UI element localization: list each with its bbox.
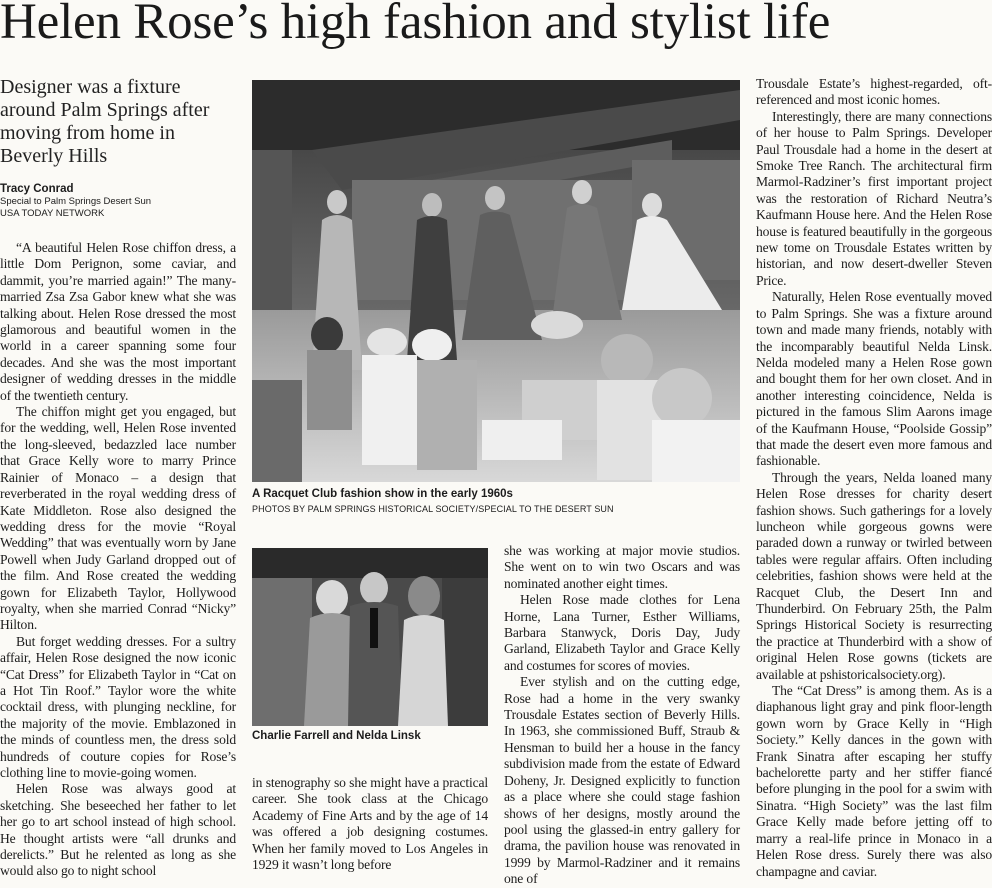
secondary-photo-caption: Charlie Farrell and Nelda Linsk bbox=[252, 730, 421, 742]
article-column-4 bbox=[756, 76, 992, 879]
paragraph: Ever stylish and on the cutting edge, Rose had a home in the very swanky Trousdale Estates section of Beverly Hills. In 1963, she commissioned Buff, Straub & Hensman to build her a house in the fancy subdivision made from the estate of Edward Doheny, Jr. Designed explicitly to function as a place where she could stage fashion shows of her designs, mostly around the pool using the glassed-in entry gallery for drama, the pavilion house was renovated in 1999 by Marmol-Radziner and it remains one of bbox=[504, 674, 740, 887]
byline-network: USA TODAY NETWORK bbox=[0, 208, 105, 219]
headline: Helen Rose’s high fashion and stylist life bbox=[0, 0, 831, 50]
secondary-photo-farrell-linsk bbox=[252, 548, 488, 726]
article-column-3 bbox=[504, 543, 740, 887]
byline-role: Special to Palm Springs Desert Sun bbox=[0, 196, 152, 207]
deck-subheadline: Designer was a fixture around Palm Springs after moving from home in Beverly Hills bbox=[0, 76, 210, 167]
paragraph: she was working at major movie studios. She went on to win two Oscars and was nominated another eight times. bbox=[504, 543, 740, 591]
paragraph: Helen Rose made clothes for Lena Horne, Lana Turner, Esther Williams, Barbara Stanwyck, Doris Day, Judy Garland, Elizabeth Taylor and Grace Kelly and costumes for scores of movies. bbox=[504, 592, 740, 673]
main-photo-racquet-club-fashion-show bbox=[252, 80, 740, 482]
main-photo-caption: A Racquet Club fashion show in the early 1960s bbox=[252, 488, 513, 500]
paragraph: Naturally, Helen Rose eventually moved to Palm Springs. She was a fixture around town and made many friends, notably with the incomparably beautiful Nelda Linsk. Nelda modeled many a Helen Rose gown and bought them for her own closet. And in another interesting coincidence, Nelda is pictured in the famous Slim Aarons image of the Kaufmann House, “Poolside Gossip” that made the desert even more famous and fashionable. bbox=[756, 289, 992, 469]
photo-credit: PHOTOS BY PALM SPRINGS HISTORICAL SOCIETY/SPECIAL TO THE DESERT SUN bbox=[252, 504, 614, 514]
article-column-1 bbox=[0, 240, 236, 879]
article-column-2 bbox=[252, 775, 488, 873]
paragraph: But forget wedding dresses. For a sultry affair, Helen Rose designed the now iconic “Cat Dress” for Elizabeth Taylor in “Cat on a Hot Tin Roof.” Taylor wore the white cocktail dress, with plunging neckline, for the majority of the movie. Emblazoned in the minds of countless men, the dress sold hundreds of couture copies for Rose’s clothing line to movie-going women. bbox=[0, 633, 236, 780]
paragraph: Interestingly, there are many connections of her house to Palm Springs. Developer Paul Trousdale had a home in the desert at Smoke Tree Ranch. The architectural firm Marmol-Radziner’s first important project was the restoration of Richard Neutra’s Kaufmann House here. And the Helen Rose house is featured beautifully in the gorgeous new tome on Trousdale Estates written by historian, and now desert-dweller Steven Price. bbox=[756, 108, 992, 288]
paragraph: Trousdale Estate’s highest-regarded, oft-referenced and most iconic homes. bbox=[756, 76, 992, 108]
paragraph: The chiffon might get you engaged, but for the wedding, well, Helen Rose invented the long-sleeved, bedazzled lace number that Grace Kelly wore to marry Prince Rainier of Monaco – a design that reverberated in the royal wedding dress of Kate Middleton. Rose also designed the wedding dress for the movie “Royal Wedding” that was eventually worn by Jane Powell when Judy Garland dropped out of the film. And Rose created the wedding gown for Elizabeth Taylor, Hollywood royalty, when she married Conrad “Nicky” Hilton. bbox=[0, 404, 236, 633]
byline bbox=[0, 182, 240, 220]
paragraph: Helen Rose was always good at sketching. She beseeched her father to let her go to art school instead of high school. He thought artists were “all drunks and derelicts.” But he relented as long as she would also go to night school bbox=[0, 781, 236, 879]
paragraph: “A beautiful Helen Rose chiffon dress, a little Dom Perignon, some caviar, and dammit, you’re married again!” The many-married Zsa Zsa Gabor knew what she was talking about. Helen Rose dressed the most glamorous and beautiful women in the world in a career spanning some four decades. And she was the most important designer of wedding dresses in the middle of the twentieth century. bbox=[0, 240, 236, 403]
byline-author: Tracy Conrad bbox=[0, 183, 74, 195]
paragraph: The “Cat Dress” is among them. As is a diaphanous light gray and pink floor-length gown worn by Grace Kelly in “High Society.” Kelly dances in the gown with Frank Sinatra after escaping her stuffy bachelorette party and her stiffer fiancé before plunging in the pool for a swim with Sinatra. “High Society” was the last film Grace Kelly made before jetting off to marry a real-life prince in Monaco in a Helen Rose dress. Surely there was also champagne and caviar. bbox=[756, 683, 992, 879]
paragraph: Through the years, Nelda loaned many Helen Rose dresses for charity desert fashion shows. Such gatherings for a lovely luncheon while gorgeous gowns were paraded down a runway or twirled between tables were regular affairs. Often including celebrities, fashion shows were held at the Racquet Club, the Desert Inn and Thunderbird. On February 25th, the Palm Springs Historical Society is resurrecting the practice at Thunderbird with a show of original Helen Rose gowns (tickets are available at pshistoricalsociety.org). bbox=[756, 469, 992, 682]
paragraph: in stenography so she might have a practical career. She took class at the Chicago Academy of Fine Arts and by the age of 14 was offered a job designing costumes. When her family moved to Los Angeles in 1929 it wasn’t long before bbox=[252, 775, 488, 873]
